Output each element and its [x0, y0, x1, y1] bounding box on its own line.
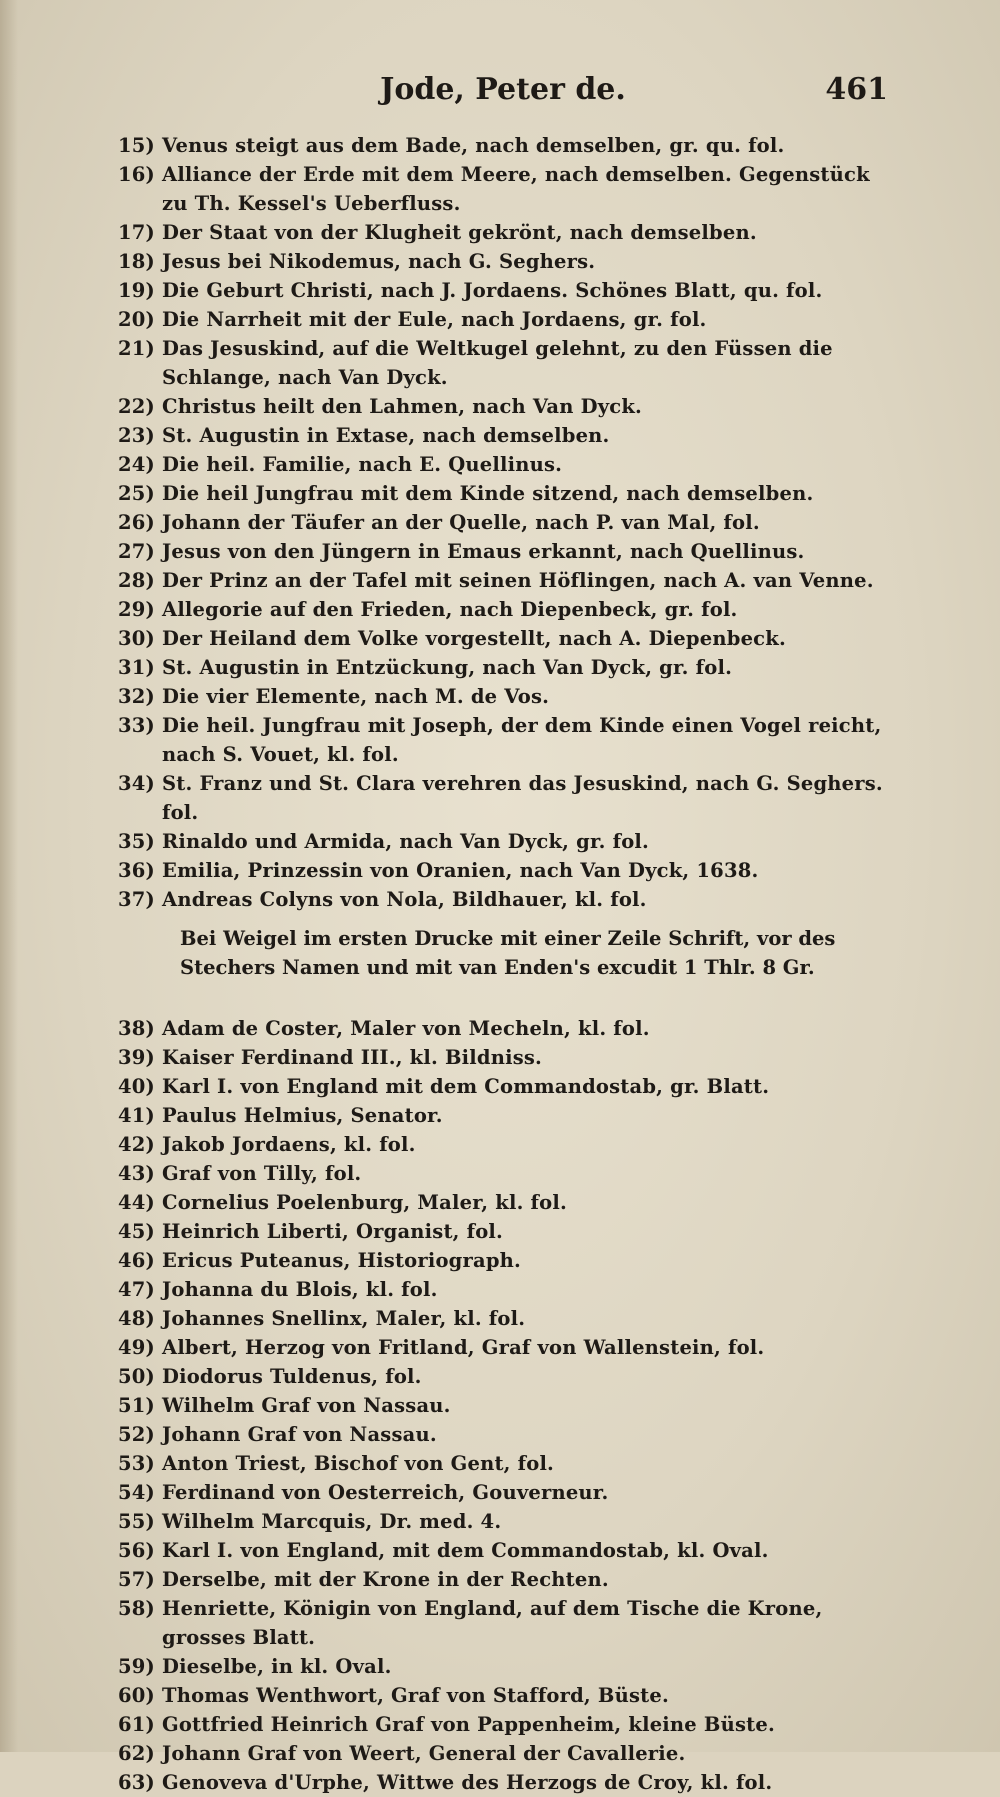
entry-text: Henriette, Königin von England, auf dem Tische die Krone, grosses Blatt.	[162, 1597, 823, 1649]
entry-text: Cornelius Poelenburg, Maler, kl. fol.	[162, 1191, 567, 1214]
list-item	[118, 1333, 893, 1362]
list-item	[118, 1681, 893, 1710]
list-item	[118, 1304, 893, 1333]
entry-text: Derselbe, mit der Krone in der Rechten.	[162, 1568, 609, 1591]
entry-number: 47)	[118, 1278, 155, 1301]
entry-text: Wilhelm Marcquis, Dr. med. 4.	[162, 1510, 502, 1533]
list-item	[118, 334, 893, 392]
entry-number: 50)	[118, 1365, 155, 1388]
entry-number: 26)	[118, 511, 155, 534]
entry-text: Adam de Coster, Maler von Mecheln, kl. fol.	[162, 1017, 650, 1040]
list-item	[118, 682, 893, 711]
list-item	[118, 1101, 893, 1130]
entry-number: 23)	[118, 424, 155, 447]
entry-text: Diodorus Tuldenus, fol.	[162, 1365, 422, 1388]
entry-number: 27)	[118, 540, 155, 563]
page-edge-shadow	[0, 0, 18, 1752]
entry-text: Johann Graf von Weert, General der Cavallerie.	[162, 1742, 686, 1765]
entry-number: 37)	[118, 888, 155, 911]
entry-text: Genoveva d'Urphe, Wittwe des Herzogs de Croy, kl. fol.	[162, 1771, 773, 1794]
entry-text: St. Franz und St. Clara verehren das Jesuskind, nach G. Seghers. fol.	[162, 772, 883, 824]
entry-number: 40)	[118, 1075, 155, 1098]
list-item	[118, 1188, 893, 1217]
list-item	[118, 827, 893, 856]
entry-number: 18)	[118, 250, 155, 273]
entry-list	[118, 131, 893, 1797]
list-item	[118, 537, 893, 566]
list-item	[118, 1768, 893, 1797]
entry-text: Gottfried Heinrich Graf von Pappenheim, kleine Büste.	[162, 1713, 775, 1736]
list-item	[118, 1246, 893, 1275]
list-item	[118, 1507, 893, 1536]
entry-text: Johann der Täufer an der Quelle, nach P. van Mal, fol.	[162, 511, 760, 534]
list-item	[118, 1449, 893, 1478]
entry-number: 24)	[118, 453, 155, 476]
entry-text: Johannes Snellinx, Maler, kl. fol.	[162, 1307, 526, 1330]
entry-text: Venus steigt aus dem Bade, nach demselben, gr. qu. fol.	[162, 134, 785, 157]
entry-text: Anton Triest, Bischof von Gent, fol.	[162, 1452, 555, 1475]
entry-number: 34)	[118, 772, 155, 795]
entry-text: Der Staat von der Klugheit gekrönt, nach demselben.	[162, 221, 757, 244]
list-item	[118, 1478, 893, 1507]
entry-number: 55)	[118, 1510, 155, 1533]
entry-number: 44)	[118, 1191, 155, 1214]
entry-number: 62)	[118, 1742, 155, 1765]
entry-text: Die Geburt Christi, nach J. Jordaens. Schönes Blatt, qu. fol.	[162, 279, 823, 302]
entry-number: 38)	[118, 1017, 155, 1040]
entry-number: 19)	[118, 279, 155, 302]
list-item	[118, 1072, 893, 1101]
entry-number: 35)	[118, 830, 155, 853]
entry-text: Heinrich Liberti, Organist, fol.	[162, 1220, 504, 1243]
entry-text: Der Prinz an der Tafel mit seinen Höflingen, nach A. van Venne.	[162, 569, 874, 592]
entry-number: 43)	[118, 1162, 155, 1185]
entry-text: Der Heiland dem Volke vorgestellt, nach A. Diepenbeck.	[162, 627, 786, 650]
entry-number: 25)	[118, 482, 155, 505]
entry-number: 48)	[118, 1307, 155, 1330]
entry-text: Ferdinand von Oesterreich, Gouverneur.	[162, 1481, 609, 1504]
list-item	[118, 1536, 893, 1565]
entry-number: 56)	[118, 1539, 155, 1562]
list-item	[118, 595, 893, 624]
entry-text: Christus heilt den Lahmen, nach Van Dyck.	[162, 395, 643, 418]
list-item	[118, 392, 893, 421]
entry-text: Johanna du Blois, kl. fol.	[162, 1278, 438, 1301]
entry-text: Die heil. Jungfrau mit Joseph, der dem Kinde einen Vogel reicht, nach S. Vouet, kl. fol.	[162, 714, 882, 766]
list-item	[118, 479, 893, 508]
entry-text: Jakob Jordaens, kl. fol.	[162, 1133, 416, 1156]
entry-text: Alliance der Erde mit dem Meere, nach demselben. Gegenstück zu Th. Kessel's Ueberfluss.	[162, 163, 870, 215]
list-item	[118, 1014, 893, 1043]
entry-text: Die heil Jungfrau mit dem Kinde sitzend, nach demselben.	[162, 482, 814, 505]
entry-number: 16)	[118, 163, 155, 186]
page-number: 461	[825, 72, 888, 107]
list-item	[118, 769, 893, 827]
list-item	[118, 1391, 893, 1420]
entry-number: 46)	[118, 1249, 155, 1272]
entry-text: St. Augustin in Entzückung, nach Van Dyck, gr. fol.	[162, 656, 733, 679]
list-item	[118, 624, 893, 653]
list-item	[118, 1420, 893, 1449]
list-item	[118, 276, 893, 305]
list-item	[118, 1043, 893, 1072]
list-item	[118, 856, 893, 885]
entry-number: 52)	[118, 1423, 155, 1446]
entry-number: 42)	[118, 1133, 155, 1156]
entry-number: 20)	[118, 308, 155, 331]
entry-text: Karl I. von England mit dem Commandostab, gr. Blatt.	[162, 1075, 770, 1098]
list-item	[118, 653, 893, 682]
entry-number: 49)	[118, 1336, 155, 1359]
list-item	[118, 305, 893, 334]
list-item	[118, 1565, 893, 1594]
list-item	[118, 1217, 893, 1246]
list-item	[118, 421, 893, 450]
entry-number: 29)	[118, 598, 155, 621]
list-item	[118, 1362, 893, 1391]
entry-number: 39)	[118, 1046, 155, 1069]
list-item	[118, 131, 893, 160]
entry-number: 21)	[118, 337, 155, 360]
entry-number: 59)	[118, 1655, 155, 1678]
entry-number: 33)	[118, 714, 155, 737]
list-item	[118, 160, 893, 218]
list-item	[118, 247, 893, 276]
entry-text: Die vier Elemente, nach M. de Vos.	[162, 685, 550, 708]
running-title: Jode, Peter de.	[380, 72, 626, 107]
entry-text: Graf von Tilly, fol.	[162, 1162, 362, 1185]
entry-number: 32)	[118, 685, 155, 708]
entry-text: Andreas Colyns von Nola, Bildhauer, kl. fol.	[162, 888, 647, 911]
list-item	[118, 566, 893, 595]
entry-text: Die Narrheit mit der Eule, nach Jordaens, gr. fol.	[162, 308, 707, 331]
list-item	[118, 711, 893, 769]
entry-number: 60)	[118, 1684, 155, 1707]
entry-group-a	[118, 131, 893, 914]
entry-text: Wilhelm Graf von Nassau.	[162, 1394, 451, 1417]
entry-text: Ericus Puteanus, Historiograph.	[162, 1249, 522, 1272]
entry-text: Dieselbe, in kl. Oval.	[162, 1655, 392, 1678]
list-item	[118, 885, 893, 914]
entry-number: 45)	[118, 1220, 155, 1243]
entry-number: 41)	[118, 1104, 155, 1127]
entry-group-b	[118, 1014, 893, 1797]
entry-number: 58)	[118, 1597, 155, 1620]
page-header	[118, 72, 888, 112]
entry-text: St. Augustin in Extase, nach demselben.	[162, 424, 610, 447]
list-item	[118, 1594, 893, 1652]
entry-text: Thomas Wenthwort, Graf von Stafford, Büste.	[162, 1684, 669, 1707]
entry-text: Karl I. von England, mit dem Commandostab, kl. Oval.	[162, 1539, 769, 1562]
list-item	[118, 1159, 893, 1188]
entry-text: Allegorie auf den Frieden, nach Diepenbeck, gr. fol.	[162, 598, 738, 621]
entry-number: 30)	[118, 627, 155, 650]
entry-text: Jesus bei Nikodemus, nach G. Seghers.	[162, 250, 596, 273]
entry-text: Rinaldo und Armida, nach Van Dyck, gr. fol.	[162, 830, 650, 853]
entry-number: 17)	[118, 221, 155, 244]
entry-number: 53)	[118, 1452, 155, 1475]
print-note: Bei Weigel im ersten Drucke mit einer Zeile Schrift, vor des Stechers Namen und mit van Enden's excudit 1 Thlr. 8 Gr.	[180, 927, 836, 979]
list-item	[118, 450, 893, 479]
list-item	[118, 1739, 893, 1768]
list-item	[118, 1130, 893, 1159]
list-item	[118, 508, 893, 537]
entry-number: 51)	[118, 1394, 155, 1417]
entry-number: 22)	[118, 395, 155, 418]
entry-number: 36)	[118, 859, 155, 882]
entry-text: Albert, Herzog von Fritland, Graf von Wallenstein, fol.	[162, 1336, 765, 1359]
entry-number: 57)	[118, 1568, 155, 1591]
list-item	[118, 218, 893, 247]
list-item	[118, 1652, 893, 1681]
entry-text: Jesus von den Jüngern in Emaus erkannt, nach Quellinus.	[162, 540, 805, 563]
entry-number: 54)	[118, 1481, 155, 1504]
entry-text: Das Jesuskind, auf die Weltkugel gelehnt, zu den Füssen die Schlange, nach Van Dyck.	[162, 337, 833, 389]
entry-number: 15)	[118, 134, 155, 157]
entry-number: 28)	[118, 569, 155, 592]
entry-text: Emilia, Prinzessin von Oranien, nach Van Dyck, 1638.	[162, 859, 759, 882]
entry-text: Johann Graf von Nassau.	[162, 1423, 437, 1446]
entry-text: Die heil. Familie, nach E. Quellinus.	[162, 453, 563, 476]
list-item	[118, 1275, 893, 1304]
entry-text: Paulus Helmius, Senator.	[162, 1104, 443, 1127]
entry-number: 63)	[118, 1771, 155, 1794]
list-item	[118, 1710, 893, 1739]
entry-text: Kaiser Ferdinand III., kl. Bildniss.	[162, 1046, 543, 1069]
entry-number: 61)	[118, 1713, 155, 1736]
entry-number: 31)	[118, 656, 155, 679]
